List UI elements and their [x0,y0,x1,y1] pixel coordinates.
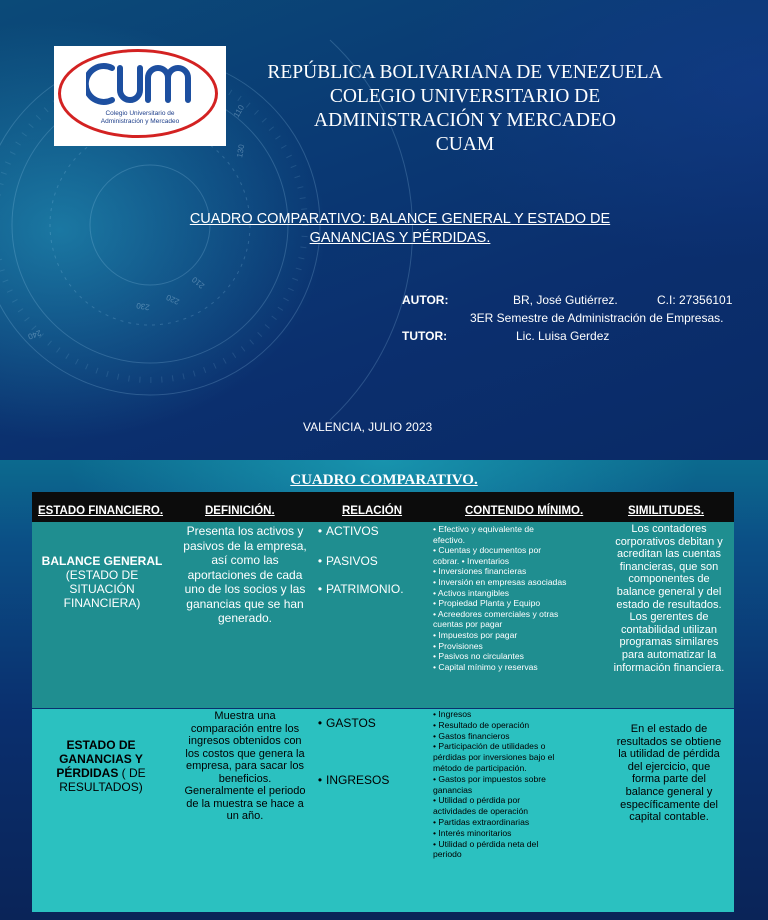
svg-text:220: 220 [164,292,181,307]
definition-line: beneficios. [218,772,272,785]
content-line: • Interés minoritarios [433,827,512,838]
similarities-line: contabilidad utilizan [620,623,717,636]
definition-line: Muestra una [214,710,276,722]
content-line: • Propiedad Planta y Equipo [433,598,541,609]
minimum-content-cell [433,709,603,860]
svg-text:240: 240 [26,328,43,342]
cuam-logo-mark [86,60,196,108]
relation-item: • PATRIMONIO. [317,582,404,596]
table-header-row [32,492,734,522]
statement-subname-line: RESULTADOS) [59,780,143,794]
content-line: • Ingresos [433,709,472,719]
content-line: ganancias [433,784,473,795]
cuam-logo [54,46,226,146]
similarities-line: específicamente del [620,798,718,811]
statement-name-cell [38,554,166,610]
statement-subname-line: (ESTADO DE [65,568,139,582]
header-line: CUAM [435,134,495,155]
relation-item-label: GASTOS [326,716,376,730]
content-line: efectivo. [433,534,466,545]
statement-subname-line: SITUACIÓN [69,582,135,596]
svg-text:130: 130 [235,143,247,159]
content-line: • Efectivo y equivalente de [433,524,534,534]
author-name: BR, José Gutiérrez. [513,293,618,307]
document-title [150,210,650,248]
content-line: • Gastos financieros [433,730,510,741]
definition-line: ingresos obtenidos con [188,735,302,747]
header-minimum-content: CONTENIDO MÍNIMO. [465,505,584,517]
header-relation: RELACIÓN [342,505,403,517]
similarities-line: balance general y del [616,585,722,598]
comparison-title: CUADRO COMPARATIVO. [290,472,478,488]
author-id: C.I: 27356101 [657,293,733,307]
content-line: periodo [433,849,462,860]
definition-line: de la muestra se hace a [186,797,304,810]
similarities-line: forma parte del [632,773,706,786]
relation-item-label: INGRESOS [326,773,390,787]
definition-line: aportaciones de cada [187,567,303,582]
definition-line: comparación entre los [190,722,300,735]
minimum-content-cell [433,524,603,672]
content-line: • Acreedores comerciales y otras [433,608,559,619]
content-line: • Provisiones [433,640,483,651]
definition-line: generado. [217,611,273,625]
statement-name-line: GANANCIAS Y [59,752,143,766]
svg-text:230: 230 [135,300,151,312]
comparison-table [32,492,734,912]
statement-name-cell [36,738,166,794]
similarities-line: la utilidad de pérdida [618,748,720,761]
content-line: • Partidas extraordinarias [433,816,530,827]
institution-header [225,61,705,157]
relation-item-label: ACTIVOS [326,524,379,538]
tutor-name: Lic. Luisa Gerdez [516,329,610,343]
header-line: REPÚBLICA BOLIVARIANA DE VENEZUELA [267,62,663,83]
content-line: cuentas por pagar [433,619,503,630]
definition-line: pasivos de la empresa, [183,538,307,553]
similarities-line: balance general y [625,785,713,798]
logo-subtitle-line: Colegio Universitario de [105,110,175,117]
logo-subtitle [54,110,226,126]
content-line: • Participación de utilidades o [433,741,546,752]
statement-subname: ( DE [118,766,146,780]
content-line: método de participación. [433,762,527,773]
svg-text:210: 210 [190,274,207,291]
author-label: AUTOR: [402,293,449,307]
statement-name-line: PÉRDIDAS [56,766,119,780]
svg-text:110: 110 [231,103,247,119]
header-financial-statement: ESTADO FINANCIERO. [38,505,164,517]
semester-text: 3ER Semestre de Administración de Empresas. [470,311,724,325]
relation-item: • PASIVOS [317,554,378,568]
statement-subname-line: FINANCIERA) [63,596,141,610]
content-line: • Inversiones financieras [433,566,527,577]
comparison-slide [0,460,768,920]
definition-line: empresa, para sacar los [186,760,304,772]
relation-item: • INGRESOS [317,773,390,787]
similarities-line: componentes de [628,573,710,586]
content-line: • Pasivos no circulantes [433,651,524,662]
definition-line: un año. [226,810,264,822]
header-definition: DEFINICIÓN. [205,505,275,517]
content-line: • Utilidad o pérdida por [433,795,521,806]
header-line: COLEGIO UNIVERSITARIO DE [329,86,601,107]
statement-name: BALANCE GENERAL [41,554,163,568]
similarities-line: acreditan las cuentas [617,548,721,561]
similarities-cell [604,723,734,824]
definition-line: Generalmente el periodo [184,785,306,797]
similarities-line: programas similares [619,636,719,649]
table-row [32,522,734,708]
definition-line: uno de los socios y las [184,582,306,596]
logo-subtitle-line: Administración y Mercadeo [100,118,180,125]
content-line: • Resultado de operación [433,719,530,730]
similarities-line: financieras, que son [619,560,719,573]
content-line: cobrar. • Inventarios [433,555,510,566]
definition-line: así como las [211,553,279,567]
similarities-line: Los gerentes de [629,611,709,624]
similarities-line: capital contable. [629,811,709,824]
definition-line: ganancias que se han [186,596,304,611]
definition-cell [172,710,318,823]
relation-item-label: PATRIMONIO. [326,582,404,596]
relation-item-label: PASIVOS [326,554,378,568]
table-row [32,709,734,912]
content-line: • Impuestos por pagar [433,629,518,640]
definition-cell [172,524,318,626]
content-line: • Gastos por impuestos sobre [433,773,546,784]
document-title-line: GANANCIAS Y PÉRDIDAS. [309,230,491,246]
definition-line: los costos que genera la [185,747,305,760]
similarities-cell [604,523,734,674]
similarities-line: información financiera. [613,661,725,674]
tutor-label: TUTOR: [402,329,448,343]
similarities-line: del ejercicio, que [627,760,711,773]
similarities-line: estado de resultados. [616,598,722,611]
header-line: ADMINISTRACIÓN Y MERCADEO [314,110,616,131]
relation-item: • GASTOS [317,716,376,730]
content-line: • Cuentas y documentos por [433,545,542,556]
content-line: actividades de operación [433,806,529,817]
relation-item: • ACTIVOS [317,524,379,538]
similarities-line: Los contadores [631,523,707,535]
content-line: • Inversión en empresas asociadas [433,576,567,587]
similarities-line: corporativos debitan y [615,535,723,548]
similarities-line: resultados se obtiene [616,735,722,748]
statement-name-line: ESTADO DE [66,738,136,752]
definition-line: Presenta los activos y [186,524,304,538]
content-line: • Capital mínimo y reservas [433,661,538,672]
content-line: • Utilidad o pérdida neta del [433,838,539,849]
content-line: pérdidas por inversiones bajo el [433,752,555,763]
header-similarities: SIMILITUDES. [628,505,705,517]
location-date: VALENCIA, JULIO 2023 [303,420,433,434]
content-line: • Activos intangibles [433,587,510,598]
similarities-line: En el estado de [630,723,708,735]
similarities-line: para automatizar la [621,648,717,661]
document-title-line: CUADRO COMPARATIVO: BALANCE GENERAL Y ESTADO DE [189,211,611,227]
